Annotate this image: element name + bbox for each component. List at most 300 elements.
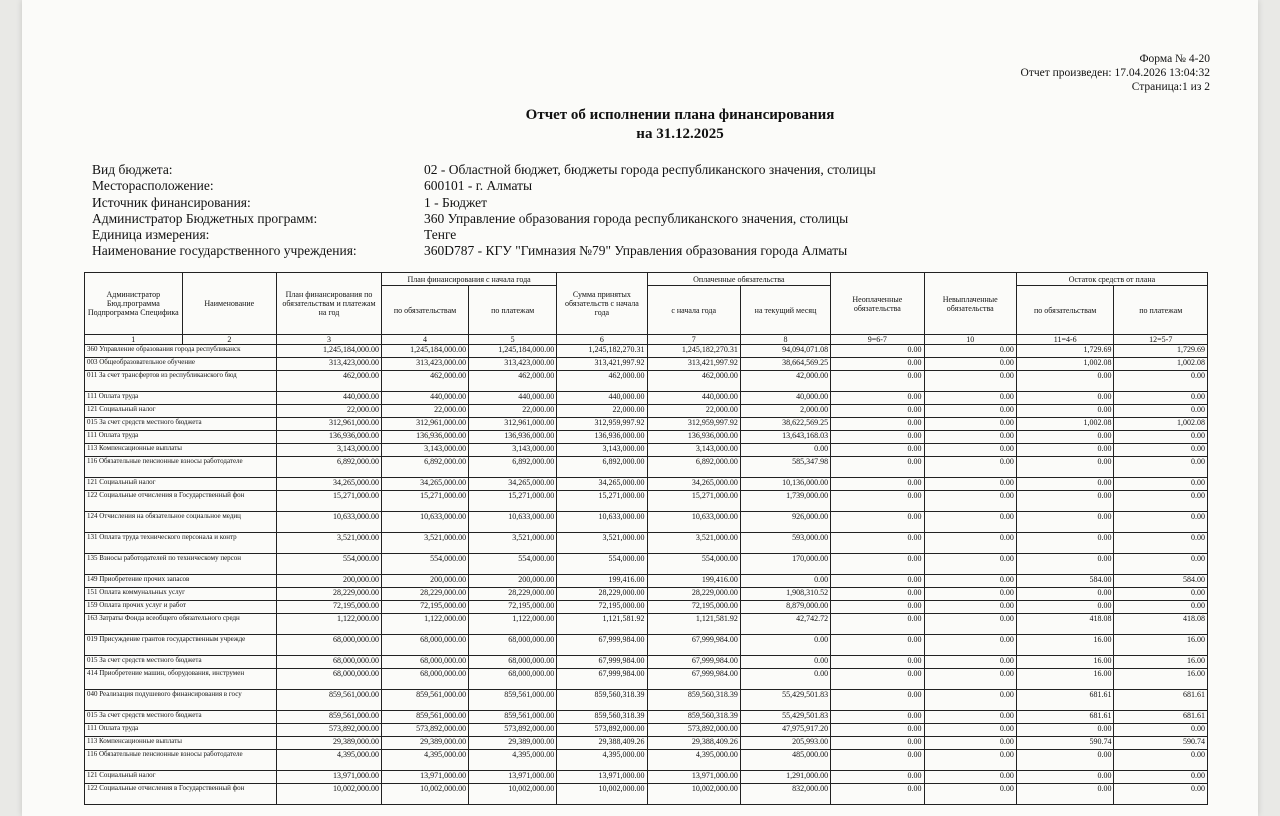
row-value: 859,561,000.00 (381, 690, 468, 711)
row-value: 1,245,182,270.31 (557, 345, 647, 358)
info-row (92, 178, 876, 194)
row-value: 0.00 (831, 635, 924, 656)
row-value: 3,143,000.00 (469, 444, 557, 457)
row-value: 926,000.00 (740, 512, 830, 533)
row-value: 3,143,000.00 (647, 444, 740, 457)
row-value: 859,560,318.39 (557, 711, 647, 724)
row-value: 681.61 (1016, 711, 1114, 724)
row-value: 0.00 (924, 491, 1016, 512)
column-number: 6 (557, 335, 647, 345)
header-plan-since-start: План финансирования с начала года (381, 273, 556, 286)
header-admin: Администратор Бюд.программа Подпрограмма Специфика (85, 273, 183, 335)
row-value: 0.00 (1114, 392, 1208, 405)
row-value: 72,195,000.00 (647, 601, 740, 614)
row-value: 440,000.00 (469, 392, 557, 405)
row-name: 122 Социальные отчисления в Государственный фон (85, 491, 277, 512)
row-value: 10,633,000.00 (557, 512, 647, 533)
row-value: 0.00 (1016, 512, 1114, 533)
row-name: 131 Оплата труда технического персонала и контр (85, 533, 277, 554)
table-row (85, 358, 1208, 371)
column-number: 9=6-7 (831, 335, 924, 345)
table-row (85, 588, 1208, 601)
row-value: 573,892,000.00 (277, 724, 382, 737)
row-name: 122 Социальные отчисления в Государственный фон (85, 784, 277, 805)
row-value: 859,560,318.39 (647, 711, 740, 724)
header-unpaid: Неоплаченные обязательства (831, 273, 924, 335)
row-value: 55,429,501.83 (740, 711, 830, 724)
row-value: 573,892,000.00 (469, 724, 557, 737)
row-value: 0.00 (1114, 533, 1208, 554)
table-row (85, 737, 1208, 750)
row-value: 1,002.08 (1114, 358, 1208, 371)
row-value: 0.00 (740, 656, 830, 669)
row-name: 163 Затраты Фонда всеобщего обязательного средн (85, 614, 277, 635)
row-value: 0.00 (1114, 601, 1208, 614)
row-value: 0.00 (924, 690, 1016, 711)
row-value: 0.00 (831, 457, 924, 478)
row-value: 0.00 (924, 711, 1016, 724)
row-value: 1,908,310.52 (740, 588, 830, 601)
row-value: 0.00 (924, 771, 1016, 784)
row-value: 0.00 (740, 635, 830, 656)
header-by-obligations: по обязательствам (381, 286, 468, 335)
row-value: 0.00 (924, 405, 1016, 418)
row-value: 0.00 (1016, 533, 1114, 554)
row-value: 13,971,000.00 (469, 771, 557, 784)
row-value: 0.00 (740, 575, 830, 588)
info-value: 1 - Бюджет (424, 194, 488, 210)
row-value: 10,002,000.00 (557, 784, 647, 805)
column-number: 1 (85, 335, 183, 345)
column-number: 10 (924, 335, 1016, 345)
row-value: 1,002.08 (1016, 418, 1114, 431)
table-row (85, 418, 1208, 431)
table-row (85, 601, 1208, 614)
row-value: 3,143,000.00 (557, 444, 647, 457)
row-value: 10,002,000.00 (381, 784, 468, 805)
table-row (85, 711, 1208, 724)
row-value: 0.00 (924, 554, 1016, 575)
row-value: 312,961,000.00 (381, 418, 468, 431)
row-value: 0.00 (924, 444, 1016, 457)
row-value: 0.00 (924, 512, 1016, 533)
info-value: 02 - Областной бюджет, бюджеты города республиканского значения, столицы (424, 162, 876, 177)
row-value: 15,271,000.00 (277, 491, 382, 512)
row-value: 6,892,000.00 (647, 457, 740, 478)
info-row (92, 162, 876, 178)
row-value: 29,388,409.26 (647, 737, 740, 750)
row-value: 0.00 (1016, 491, 1114, 512)
row-value: 0.00 (1016, 750, 1114, 771)
info-value: Тенге (424, 227, 457, 243)
row-value: 200,000.00 (469, 575, 557, 588)
row-value: 0.00 (831, 614, 924, 635)
row-name: 019 Присуждение грантов государственным учрежде (85, 635, 277, 656)
row-value: 68,000,000.00 (381, 669, 468, 690)
row-value: 13,971,000.00 (647, 771, 740, 784)
table-row (85, 444, 1208, 457)
row-value: 0.00 (924, 418, 1016, 431)
row-value: 0.00 (1016, 554, 1114, 575)
info-row (92, 195, 876, 211)
row-value: 0.00 (831, 405, 924, 418)
row-value: 0.00 (1016, 771, 1114, 784)
column-number: 5 (469, 335, 557, 345)
column-number: 4 (381, 335, 468, 345)
row-value: 68,000,000.00 (469, 669, 557, 690)
info-row (92, 243, 876, 259)
row-value: 0.00 (831, 345, 924, 358)
row-value: 1,122,000.00 (381, 614, 468, 635)
row-value: 0.00 (924, 345, 1016, 358)
row-value: 13,971,000.00 (557, 771, 647, 784)
row-value: 0.00 (831, 784, 924, 805)
row-value: 4,395,000.00 (647, 750, 740, 771)
row-value: 136,936,000.00 (647, 431, 740, 444)
row-value: 0.00 (1114, 478, 1208, 491)
row-value: 28,229,000.00 (469, 588, 557, 601)
row-value: 462,000.00 (469, 371, 557, 392)
row-value: 0.00 (831, 750, 924, 771)
row-value: 1,245,184,000.00 (381, 345, 468, 358)
row-value: 0.00 (924, 533, 1016, 554)
row-value: 0.00 (831, 554, 924, 575)
row-value: 418.08 (1114, 614, 1208, 635)
header-current-month: на текущий месяц (740, 286, 830, 335)
row-value: 0.00 (924, 750, 1016, 771)
column-number: 8 (740, 335, 830, 345)
row-value: 440,000.00 (557, 392, 647, 405)
row-name: 111 Оплата труда (85, 431, 277, 444)
row-name: 113 Компенсационные выплаты (85, 444, 277, 457)
header-by-payments: по платежам (469, 286, 557, 335)
row-value: 0.00 (1114, 771, 1208, 784)
header-since-start: с начала года (647, 286, 740, 335)
row-value: 10,633,000.00 (277, 512, 382, 533)
row-value: 0.00 (831, 392, 924, 405)
row-value: 462,000.00 (647, 371, 740, 392)
table-row (85, 656, 1208, 669)
row-value: 554,000.00 (647, 554, 740, 575)
table-row (85, 491, 1208, 512)
row-value: 0.00 (831, 371, 924, 392)
row-value: 40,000.00 (740, 392, 830, 405)
row-value: 28,229,000.00 (277, 588, 382, 601)
row-value: 0.00 (831, 358, 924, 371)
row-value: 16.00 (1016, 635, 1114, 656)
header-name: Наименование (182, 273, 276, 335)
row-value: 0.00 (831, 444, 924, 457)
row-value: 68,000,000.00 (381, 656, 468, 669)
row-value: 313,423,000.00 (469, 358, 557, 371)
row-value: 3,521,000.00 (557, 533, 647, 554)
report-info-block (92, 162, 876, 260)
row-value: 418.08 (1016, 614, 1114, 635)
row-value: 68,000,000.00 (277, 656, 382, 669)
row-value: 34,265,000.00 (647, 478, 740, 491)
row-value: 440,000.00 (381, 392, 468, 405)
row-value: 313,421,997.92 (557, 358, 647, 371)
info-label: Источник финансирования: (92, 194, 251, 210)
row-value: 859,561,000.00 (381, 711, 468, 724)
row-value: 681.61 (1114, 711, 1208, 724)
row-value: 0.00 (1016, 405, 1114, 418)
row-value: 68,000,000.00 (469, 656, 557, 669)
row-value: 47,975,917.20 (740, 724, 830, 737)
financing-table (84, 272, 1208, 805)
table-row (85, 575, 1208, 588)
row-value: 72,195,000.00 (277, 601, 382, 614)
row-value: 68,000,000.00 (469, 635, 557, 656)
header-remainder: Остаток средств от плана (1016, 273, 1207, 286)
column-number: 7 (647, 335, 740, 345)
row-value: 199,416.00 (647, 575, 740, 588)
row-value: 1,121,581.92 (557, 614, 647, 635)
row-value: 15,271,000.00 (469, 491, 557, 512)
row-value: 0.00 (1114, 491, 1208, 512)
row-value: 3,521,000.00 (647, 533, 740, 554)
row-value: 859,561,000.00 (277, 690, 382, 711)
header-plan: План финансирования по обязательствам и платежам на год (277, 273, 382, 335)
row-value: 593,000.00 (740, 533, 830, 554)
row-value: 0.00 (831, 418, 924, 431)
row-value: 15,271,000.00 (381, 491, 468, 512)
row-name: 116 Обязательные пенсионные взносы работодателе (85, 457, 277, 478)
column-number: 11=4-6 (1016, 335, 1114, 345)
row-value: 28,229,000.00 (647, 588, 740, 601)
row-value: 0.00 (924, 656, 1016, 669)
row-value: 34,265,000.00 (277, 478, 382, 491)
row-value: 1,122,000.00 (469, 614, 557, 635)
row-value: 3,143,000.00 (277, 444, 382, 457)
row-value: 136,936,000.00 (381, 431, 468, 444)
row-name: 121 Социальный налог (85, 771, 277, 784)
row-name: 414 Приобретение машин, оборудования, инструмен (85, 669, 277, 690)
row-value: 16.00 (1114, 656, 1208, 669)
row-value: 0.00 (1114, 588, 1208, 601)
row-value: 72,195,000.00 (381, 601, 468, 614)
row-value: 0.00 (831, 771, 924, 784)
row-name: 003 Общеобразовательное обучение (85, 358, 277, 371)
row-value: 22,000.00 (557, 405, 647, 418)
table-row (85, 771, 1208, 784)
row-value: 0.00 (831, 478, 924, 491)
row-value: 8,879,000.00 (740, 601, 830, 614)
row-value: 0.00 (1114, 512, 1208, 533)
row-value: 10,002,000.00 (647, 784, 740, 805)
row-value: 0.00 (924, 614, 1016, 635)
table-row (85, 392, 1208, 405)
document-page (22, 0, 1258, 816)
table-row (85, 554, 1208, 575)
table-row (85, 614, 1208, 635)
row-name: 116 Обязательные пенсионные взносы работодателе (85, 750, 277, 771)
row-value: 72,195,000.00 (469, 601, 557, 614)
table-row (85, 784, 1208, 805)
row-value: 0.00 (924, 737, 1016, 750)
row-name: 111 Оплата труда (85, 392, 277, 405)
row-value: 22,000.00 (381, 405, 468, 418)
table-row (85, 669, 1208, 690)
row-value: 34,265,000.00 (469, 478, 557, 491)
row-value: 0.00 (1114, 724, 1208, 737)
page-indicator: Страница:1 из 2 (1131, 81, 1210, 93)
header-rem-obligations: по обязательствам (1016, 286, 1114, 335)
row-value: 1,729.69 (1016, 345, 1114, 358)
row-value: 573,892,000.00 (647, 724, 740, 737)
row-value: 0.00 (1016, 392, 1114, 405)
row-name: 040 Реализация подушевого финансирования в госу (85, 690, 277, 711)
row-value: 22,000.00 (277, 405, 382, 418)
column-numbers-row (85, 335, 1208, 345)
row-value: 554,000.00 (557, 554, 647, 575)
row-value: 0.00 (831, 737, 924, 750)
row-value: 136,936,000.00 (469, 431, 557, 444)
row-value: 55,429,501.83 (740, 690, 830, 711)
row-value: 42,742.72 (740, 614, 830, 635)
row-value: 205,993.00 (740, 737, 830, 750)
row-value: 0.00 (1016, 724, 1114, 737)
header-rem-payments: по платежам (1114, 286, 1208, 335)
row-value: 13,971,000.00 (381, 771, 468, 784)
report-timestamp: Отчет произведен: 17.04.2026 13:04:32 (1020, 67, 1210, 79)
row-value: 312,959,997.92 (647, 418, 740, 431)
row-value: 590.74 (1016, 737, 1114, 750)
info-value: 360 Управление образования города республиканского значения, столицы (424, 210, 849, 226)
table-row (85, 345, 1208, 358)
row-value: 0.00 (924, 358, 1016, 371)
column-number: 12=5-7 (1114, 335, 1208, 345)
row-value: 3,521,000.00 (277, 533, 382, 554)
row-value: 0.00 (1016, 431, 1114, 444)
row-value: 15,271,000.00 (647, 491, 740, 512)
row-name: 121 Социальный налог (85, 405, 277, 418)
table-row (85, 478, 1208, 491)
row-value: 38,622,569.25 (740, 418, 830, 431)
row-value: 859,560,318.39 (647, 690, 740, 711)
info-label: Вид бюджета: (92, 162, 173, 177)
row-value: 67,999,984.00 (647, 635, 740, 656)
row-value: 681.61 (1016, 690, 1114, 711)
row-value: 0.00 (831, 491, 924, 512)
row-value: 1,739,000.00 (740, 491, 830, 512)
row-value: 0.00 (1114, 371, 1208, 392)
info-value: 600101 - г. Алматы (424, 178, 533, 194)
row-value: 0.00 (831, 690, 924, 711)
row-value: 0.00 (924, 457, 1016, 478)
row-value: 859,561,000.00 (277, 711, 382, 724)
row-value: 1,245,184,000.00 (277, 345, 382, 358)
row-value: 0.00 (924, 669, 1016, 690)
row-value: 554,000.00 (469, 554, 557, 575)
row-name: 135 Взносы работодателей по техническому персон (85, 554, 277, 575)
row-name: 151 Оплата коммунальных услуг (85, 588, 277, 601)
row-value: 22,000.00 (647, 405, 740, 418)
table-row (85, 405, 1208, 418)
row-value: 0.00 (1114, 457, 1208, 478)
row-value: 590.74 (1114, 737, 1208, 750)
row-value: 573,892,000.00 (557, 724, 647, 737)
row-value: 859,561,000.00 (469, 690, 557, 711)
row-value: 16.00 (1114, 635, 1208, 656)
row-value: 0.00 (1016, 588, 1114, 601)
row-value: 4,395,000.00 (381, 750, 468, 771)
row-value: 1,245,182,270.31 (647, 345, 740, 358)
row-value: 13,643,168.03 (740, 431, 830, 444)
row-value: 28,229,000.00 (381, 588, 468, 601)
row-value: 6,892,000.00 (277, 457, 382, 478)
row-value: 13,971,000.00 (277, 771, 382, 784)
header-paid: Оплаченные обязательства (647, 273, 831, 286)
row-value: 200,000.00 (277, 575, 382, 588)
row-value: 34,265,000.00 (557, 478, 647, 491)
row-value: 573,892,000.00 (381, 724, 468, 737)
row-value: 0.00 (1114, 431, 1208, 444)
row-value: 10,633,000.00 (381, 512, 468, 533)
row-value: 1,245,184,000.00 (469, 345, 557, 358)
row-value: 22,000.00 (469, 405, 557, 418)
row-value: 0.00 (1114, 405, 1208, 418)
row-value: 0.00 (1114, 554, 1208, 575)
row-value: 10,002,000.00 (469, 784, 557, 805)
row-value: 832,000.00 (740, 784, 830, 805)
row-value: 34,265,000.00 (381, 478, 468, 491)
row-name: 011 За счет трансфертов из республиканского бюд (85, 371, 277, 392)
row-value: 0.00 (924, 724, 1016, 737)
row-value: 312,959,997.92 (557, 418, 647, 431)
form-meta (1021, 52, 1210, 94)
row-value: 6,892,000.00 (469, 457, 557, 478)
row-value: 4,395,000.00 (277, 750, 382, 771)
row-value: 67,999,984.00 (557, 669, 647, 690)
row-value: 681.61 (1114, 690, 1208, 711)
row-value: 136,936,000.00 (557, 431, 647, 444)
info-value: 360D787 - КГУ "Гимназия №79" Управления образования города Алматы (424, 243, 848, 259)
row-value: 0.00 (924, 601, 1016, 614)
row-value: 68,000,000.00 (277, 669, 382, 690)
row-value: 1,002.08 (1114, 418, 1208, 431)
column-number: 3 (277, 335, 382, 345)
info-label: Единица измерения: (92, 227, 210, 243)
row-value: 67,999,984.00 (557, 635, 647, 656)
row-value: 554,000.00 (381, 554, 468, 575)
table-row (85, 457, 1208, 478)
row-name: 113 Компенсационные выплаты (85, 737, 277, 750)
row-value: 1,121,581.92 (647, 614, 740, 635)
row-value: 0.00 (924, 575, 1016, 588)
row-value: 0.00 (1114, 784, 1208, 805)
row-value: 312,961,000.00 (277, 418, 382, 431)
row-value: 67,999,984.00 (647, 656, 740, 669)
report-title (22, 106, 1258, 144)
row-name: 124 Отчисления на обязательное социальное медиц (85, 512, 277, 533)
row-value: 29,389,000.00 (277, 737, 382, 750)
row-value: 0.00 (831, 711, 924, 724)
table-row (85, 371, 1208, 392)
row-value: 0.00 (1114, 444, 1208, 457)
row-value: 4,395,000.00 (557, 750, 647, 771)
row-value: 0.00 (1114, 750, 1208, 771)
row-value: 29,389,000.00 (381, 737, 468, 750)
row-value: 585,347.98 (740, 457, 830, 478)
row-value: 72,195,000.00 (557, 601, 647, 614)
row-value: 859,560,318.39 (557, 690, 647, 711)
table-row (85, 690, 1208, 711)
row-value: 3,143,000.00 (381, 444, 468, 457)
row-value: 170,000.00 (740, 554, 830, 575)
info-label: Месторасположение: (92, 178, 214, 194)
row-value: 28,229,000.00 (557, 588, 647, 601)
